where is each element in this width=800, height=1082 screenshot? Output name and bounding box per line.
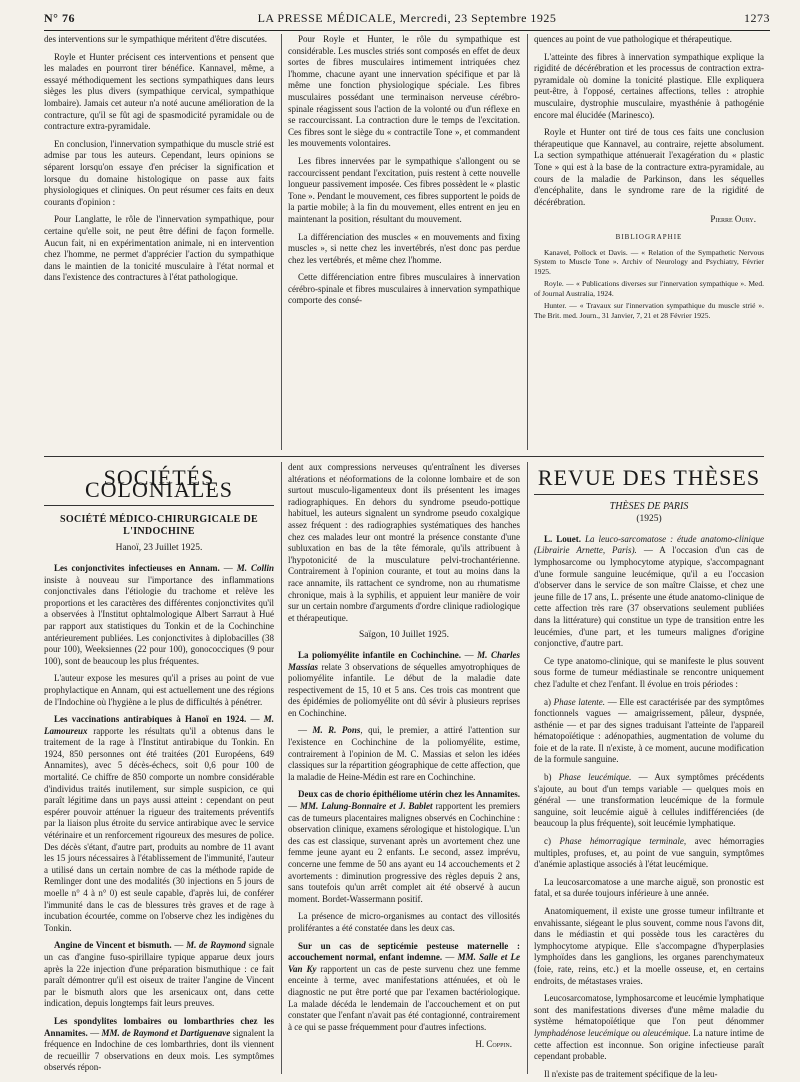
article-heading: Sur un cas de septicémie pesteuse maternelle : accouchement normal, enfant indemne. <box>288 940 520 963</box>
column-divider <box>281 34 282 450</box>
paragraph: Il n'existe pas de traitement spécifique de la leu- <box>544 1068 718 1078</box>
article-author: M. Collin <box>236 562 274 573</box>
phase-term: Phase latente. <box>553 696 606 707</box>
article-body: signale un cas d'angine fuso-spirillaire typique apparue deux jours après la 22e injection d'une préparation bismuthique : ce fait paraît démontrer qu'il est oiseux de traiter l'angine de Vincent par le bismuth alors que les arsenicaux ont, dans cette indication, depuis longtemps fait leurs preuves. <box>44 940 274 1009</box>
section-title-theses: REVUE DES THÈSES <box>537 465 761 490</box>
paragraph: quences au point de vue pathologique et thérapeutique. <box>534 34 732 44</box>
article-heading: Les vaccinations antirabiques à Hanoï en 1924. <box>54 714 247 725</box>
paragraph: Pour Royle et Hunter, le rôle du sympathique est considérable. Les muscles striés sont composés en effet de deux sortes de fibres musculaires intimement intriquées chez l'homme, chacune ayant une innervation spécifique et par là même une fonction physiologique spéciale. Les fibres musculaires possédant une terminaison nerveuse cérébro-spinale réagissent sous l'action de la volonté ou d'un réflexe en se raccourcissant. La contraction dure le temps de l'excitation. Ces fibres sont le siège du « contractile Tone », et commandent les mouvements volontaires. <box>288 34 520 149</box>
phase-body: — Aux symptômes précédents s'ajoute, au bout d'un temps variable — quelques mois en général — une transformation leucémique de la formule sanguine, soit leucémie aiguë à cellules indifférenciées (de beaucoup la plus fréquente), soit leucémie lymphatique. <box>534 772 764 829</box>
paragraph: des interventions sur le sympathique méritent d'être discutées. <box>44 34 268 44</box>
column-divider <box>527 462 528 1074</box>
article-body: insiste à nouveau sur l'importance des inflammations conjonctivales dans l'étiologie du trachome et relève les proportions et les caractères des différentes conjonctivites qu'il a observées à l'Institut ophtalmologique Albert Sarraut à Hué par rapport aux statistiques du Tonkin et de la Cochinchine antérieurement publiées. Les conjonctivites à diplobacilles (38 pour 100), Weeksiennes (22 pour 100), gonococciques (9 pour 100), sont de beaucoup les plus fréquentes. <box>44 574 274 666</box>
list-label: a) <box>544 696 551 707</box>
article-heading: Les spondylites lombaires ou lombarthries chez les Annamites. <box>44 1015 274 1038</box>
theses-subtitle: THÈSES DE PARIS <box>609 500 689 512</box>
article-author: M. Charles Massias <box>288 649 520 672</box>
bibliography-entry: Hunter. — « Travaux sur l'innervation sympathique du muscle strié ». The Brit. med. Journ., 31 Janvier, 7, 21 et 28 Février 1925. <box>534 301 764 321</box>
article-body: rapportent un cas de peste survenu chez une femme enceinte à terme, avec manifestations atténuées, et où le diagnostic ne put être porté que par l'examen bactériologique. La malade décéda le lendemain de l'accouchement et on put constater que l'enfant n'avait pas été contagionné, contrairement à ce qui se passe fréquemment pour d'autres infections. <box>288 963 520 1032</box>
bibliography-entry: Royle. — « Publications diverses sur l'innervation sympathique ». Med. of Journal Australia, 1924. <box>534 279 764 298</box>
article-heading: La poliomyélite infantile en Cochinchine. <box>298 649 462 660</box>
issue-number: N° 76 <box>44 11 75 25</box>
paragraph: Cette différenciation entre fibres musculaires à innervation cérébro-spinale et fibres musculaires à innervation sympathique comporte des consé- <box>288 272 520 306</box>
article-body: , qui, le premier, a attiré l'attention sur l'existence en Cochinchine de la poliomyélite, estime, contrairement à l'opinion de M. C. Massias et selon les idées classiques sur la répartition géographique de cette affection, que la maladie de Heine-Médin est rare en Cochinchine. <box>288 725 520 782</box>
phase-body: — Elle est caractérisée par des symptômes fonctionnels vagues — amaigrissement, pâleur, dyspnée, asthénie — et par des signes traduisant l'atteinte de l'appareil hématopoïétique : adénopathies, augmentation de volume du foie et de la rate. Il n'existe, à ce moment, aucune modification de la formule sanguine. <box>534 696 764 765</box>
theses-year: (1925) <box>636 514 662 525</box>
page-header <box>44 8 770 31</box>
paragraph: La leucosarcomatose a une marche aiguë, son pronostic est fatal, et sa durée toujours inférieure à une année. <box>534 876 764 899</box>
author-signature: H. Coppin. <box>475 1039 512 1050</box>
colonial-column-1: SOCIÉTÉS COLONIALES SOCIÉTÉ MÉDICO-CHIRURGICALE DE L'INDOCHINE Hanoï, 23 Juillet 1925. Les conjonctivites infectieuses en Annam. — M. Collin insiste à nouveau sur l'importance des inflammations conjonctivales dans l'étiologie du trachome et relève les proportions et les caractères des différentes conjonctivites qu'il a observées à l'Institut ophtalmologique Albert Sarraut à Hué par rapport aux statistiques du Tonkin et de la Cochinchine antérieurement publiées. Les conjonctivites à diplobacilles (38 pour 100), Weeksiennes (22 pour 100), gonococciques (9 pour 100), sont de beaucoup les plus fréquentes. L'auteur expose les mesures qu'il a prises au point de vue prophylactique en Annam, qui est actuellement une des régions de l'Indochine où l'hygiène a le plus de difficultés à pénétrer. Les vaccinations antirabiques à Hanoï en 1924. — M. Lamoureux rapporte les résultats qu'il a obtenus dans le traitement de la rage à l'Institut antirabique du Tonkin. En 1924, 850 personnes ont été traitées (201 Européens, 649 Annamites), avec 5 décès-échecs, soit 0,6 pour 100 de mortalité. Ce chiffre de 850 comporte un nombre considérable d'individus traités inutilement, sur simple suspicion, ce qui paraît légitime dans un pays aussi atteint : cependant on peut espérer pouvoir atténuer la rigueur des traitements préventifs par la liaison plus étroite du service antirabique avec le service vétérinaire et un renforcement rigoureux des mesures de police. Des décès s'étant, d'autre part, produits au nombre de 11 avant les 15 jours nécessaires à l'établissement de l'immunité, l'auteur a utilisé dans un certain nombre de cas la méthode rapide de Remlinger dont une des modalités (30 injections en 5 jours de moelle n° 4 à n° 0) est seule capable, d'après lui, de conférer l'immunité dans le cas de blessures très graves et de rage à incubation écourtée, comme on l'observe chez les indigènes du Tonkin. Angine de Vincent et bismuth. — M. de Raymond signale un cas d'angine fuso-spirillaire typique apparue deux jours après la 22e injection d'une préparation bismuthique : ce fait paraît démontrer qu'il est oiseux de traiter l'angine de Vincent par le bismuth alors que les arsenicaux ont, dans cette indication, depuis longtemps fait leurs preuves. Les spondylites lombaires ou lombarthries chez les Annamites. — MM. de Raymond et Dartiguenave signalent la fréquence en Indochine de ces lombarthries, dont ils viennent de recueillir 7 observations en deux mois. Les symptômes observés répon- <box>44 465 274 1073</box>
phase-term: Phase hémorragique terminale, <box>559 836 687 847</box>
top-column-1 <box>44 34 274 452</box>
society-name: SOCIÉTÉ MÉDICO-CHIRURGICALE DE L'INDOCHINE <box>60 514 258 537</box>
bibliography-title: BIBLIOGRAPHIE <box>615 232 683 241</box>
article-heading: Les conjonctivites infectieuses en Annam. <box>54 562 220 573</box>
theses-column <box>534 462 764 1078</box>
article-body: relate 3 observations de séquelles amyotrophiques de poliomyélite infantile. Le début de la maladie date respectivement de 15, 10 et 5 ans. Ces trois cas montrent que des épidémies de poliomyélite ont dû sévir à plusieurs reprises en Cochinchine. <box>288 661 520 718</box>
paragraph: Anatomiquement, il existe une grosse tumeur infiltrante et envahissante, siégeant le plus souvent, comme nous l'avons dit, dans le médiastin et qui possède tous les caractères du lymphocytome atypique. Elle s'accompagne d'hyperplasies lymphoïdes dans les ganglions, les organes parenchymateux (foie, rate, reins, etc.) et la moelle osseuse, et, en certains endroits, de métastases vraies. <box>534 906 764 986</box>
section-divider <box>44 456 764 457</box>
paragraph: En conclusion, l'innervation sympathique du muscle strié est admise par tous les auteurs. Cependant, leurs opinions se séparent lorsqu'on essaye d'en préciser la signification et lorsque du domaine histologique on passe aux faits physiologiques et cliniques. On peut résumer ces faits en deux courants d'opinion : <box>44 138 274 207</box>
article-author: MM. Salle et Le Van Ky <box>288 952 520 974</box>
top-column-2 <box>288 34 520 452</box>
meeting-date: Hanoï, 23 Juillet 1925. <box>115 543 203 554</box>
paragraph-text: Leucosarcomatose, lymphosarcome et leucémie lymphatique sont des manifestations diverses d'une même maladie du système hématopoïétique que l'on peut dénommer <box>534 993 764 1027</box>
bibliography <box>534 248 764 321</box>
paragraph: Les fibres innervées par le sympathique s'allongent ou se raccourcissent pendant l'excitation, puis restent à cette nouvelle longueur passivement imposée. Ces fibres possèdent le « plastic Tone ». Pendant le mouvement, ces fibres supportent le poids de la partie mobile; à la fin du mouvement, elles entrent en jeu en maintenant la position, résultant du mouvement. <box>288 155 520 224</box>
title-rule <box>534 494 764 495</box>
paragraph: L'atteinte des fibres à innervation sympathique explique la rigidité de décérébration et les processus de contraction extra-pyramidale où domine la tonicité plastique. Elle expliquera peut-être, à l'opposé, certaines affections, telles : atrophie musculaire, dystrophie musculaire, myasthénie à pathogénie encore mal élucidée (Marinesco). <box>534 51 764 120</box>
thesis-author: L. Louet. <box>544 533 581 544</box>
paragraph: dent aux compressions nerveuses qu'entraînent les diverses altérations et néoformations de la colonne lombaire et de son surtout musculo-ligamenteux dont ils présentent les images radiographiques. En dehors du syndrome pseudo-pottique habituel, les auteurs signalent un syndrome pseudo coxalgique assez fréquent : des radiographies systématiques des hanches chez ces malades leur ont montré la présence constante d'une subluxation en bas de la tête fémorale, qu'ils attribuent à l'hypotonicité de la musculature pelvi-trochantérienne. Contrairement à l'opinion courante, et tout au moins dans la race annamite, ils rattachent ce syndrome, non au rhumatisme chronique, mais à la syphilis, et appuient leur manière de voir sur un certain nombre d'arguments d'ordre clinique radiologique et thérapeutique. <box>288 462 520 623</box>
paragraph: La différenciation des muscles « en mouvements and fixing muscles », si nette chez les invertébrés, n'est donc pas perdue chez les vertébrés, et même chez l'homme. <box>288 231 520 265</box>
article-author: M. R. Pons <box>312 725 361 736</box>
article-heading: Angine de Vincent et bismuth. <box>54 940 172 951</box>
paragraph: Royle et Hunter précisent ces interventions et pensent que les malades en pourront tirer bénéfice. Kannavel, même, a essayé méthodiquement les sections sympathiques dans leurs sièges les plus divers (sympathique cervical, sympathique lombaire). Jamais cet auteur n'a noté aucune amélioration de la contracture, qu'il se fût agi de spasmodicité pyramidale ou de contracture extra-pyramidale. <box>44 51 274 132</box>
article-author: MM. de Raymond et Dartiguenave <box>101 1027 231 1038</box>
title-rule <box>44 505 274 506</box>
article-author: MM. Lalung-Bonnaire et J. Bablet <box>300 801 433 812</box>
article-body: rapportent les premiers cas de tumeurs placentaires malignes observés en Cochinchine : observation clinique, examens sérologique et histologique. L'un des cas est classique, survenant après un avortement chez une femme jeune ayant eu 2 enfants. Le second, assez imprévu, concerne une femme de 50 ans ayant eu 14 accouchements et 2 avortements : diminution progressive des règles depuis 2 ans, sans toutefois qu'un arrêt complet ait été observé à aucun moment. Bordet-Wassermann positif. <box>288 801 520 904</box>
thesis-body: — A l'occasion d'un cas de lymphosarcome ou lymphocytome atypique, s'accompagnant d'une formule sanguine leucémique, qu'il a eu l'occasion d'observer dans le service de son maître Claisse, et chez une jeune fille de 17 ans, L. présente une étude anatomo-clinique de cette affection très rare (37 observations seulement publiées dans la littérature) qui constitue un type de transition entre les leucémies, d'une part, et les tumeurs malignes d'origine conjonctive, d'autre part. <box>534 545 764 649</box>
list-label: c) <box>544 836 551 847</box>
paragraph: Royle et Hunter ont tiré de tous ces faits une conclusion thérapeutique que Kannavel, au contraire, rejette absolument. La section sympathique atténuerait l'exagération du « plastic Tone » qui est à la base de la contracture extra-pyramidale, au cours de la maladie de Parkinson, dans les séquelles d'encéphalite, dans le syndrome rare de la rigidité de décérébration. <box>534 127 764 207</box>
meeting-date: Saïgon, 10 Juillet 1925. <box>359 630 449 641</box>
column-divider <box>527 34 528 450</box>
thesis-publisher: (Librairie Arnette, Paris). <box>534 545 637 556</box>
phase-body: avec hémorragies multiples, profuses, et, au point de vue sanguin, symptômes d'anémie aplastique associés à l'état leucémique. <box>534 836 764 870</box>
bibliography-entry: Kanavel, Pollock et Davis. — « Relation of the Sympathetic Nervous System to Muscle Tone ». Archiv of Neurology and Psychiatry, Février 1925. <box>534 247 764 276</box>
paragraph-text: La nature intime de cette affection est inconnue. Son origine infectieuse paraît cependant probable. <box>534 1027 764 1062</box>
article-heading: Deux cas de chorio épithéliome utérin chez les Annamites. <box>298 789 520 800</box>
article-body: rapporte les résultats qu'il a obtenus dans le traitement de la rage à l'Institut antirabique du Tonkin. En 1924, 850 personnes ont été traitées (201 Européens, 649 Annamites), avec 5 décès-échecs, soit 0,6 pour 100 de mortalité. Ce chiffre de 850 comporte un nombre considérable d'individus traités inutilement, sur simple suspicion, ce qui paraît légitime dans un pays aussi atteint : cependant on peut espérer pouvoir atténuer la rigueur des traitements préventifs par la liaison plus étroite du service antirabique avec le service vétérinaire et un renforcement rigoureux des mesures de police. Des décès s'étant, d'autre part, produits au nombre de 11 avant les 15 jours nécessaires à l'établissement de l'immunité, l'auteur a utilisé dans un certain nombre de cas la méthode rapide de Remlinger dont une des modalités (30 injections en 5 jours de moelle n° 4 à n° 0) est seule capable, d'après lui, de conférer l'immunité dans le cas de blessures très graves et de rage à incubation écourtée, comme on l'observe chez les indigènes du Tonkin. <box>44 725 274 933</box>
thesis-title: La leuco-sarcomatose : étude anatomo-clinique <box>584 533 764 544</box>
list-label: b) <box>544 772 552 783</box>
column-divider <box>281 462 282 1074</box>
paragraph-italic: lymphadénose leucémique ou aleucémique. <box>534 1027 691 1038</box>
page-number: 1273 <box>744 11 770 25</box>
article-author: M. Lamoureux <box>44 714 274 736</box>
top-column-3 <box>534 34 764 452</box>
phase-term: Phase leucémique. <box>558 772 632 783</box>
paragraph: La présence de micro-organismes au contact des villosités proliférantes a été constatée dans les deux cas. <box>288 911 520 933</box>
article-author: M. de Raymond <box>186 940 246 951</box>
section-title-colonial: SOCIÉTÉS COLONIALES <box>84 465 234 502</box>
paragraph: Pour Langlatte, le rôle de l'innervation sympathique, pour certaine qu'elle soit, ne peut être défini de façon formelle. Aucun fait, ni en expérimentation animale, ni en intervention chez l'homme, ne permet d'apprécier l'action du sympathique dans le maintien de la tonicité musculaire à l'état normal et dans l'existence des contractures à l'état pathologique. <box>44 214 274 283</box>
article-body: signalent la fréquence en Indochine de ces lombarthries, dont ils viennent de recueillir 7 observations en deux mois. Les symptômes observés répon- <box>44 1027 274 1073</box>
journal-title: LA PRESSE MÉDICALE, Mercredi, 23 Septembre 1925 <box>257 11 557 25</box>
colonial-column-2: dent aux compressions nerveuses qu'entraînent les diverses altérations et néoformations de la colonne lombaire et de son surtout musculo-ligamenteux dont ils présentent les images radiographiques. En dehors du syndrome pseudo-pottique habituel, les auteurs signalent un syndrome pseudo coxalgique assez fréquent : des radiographies systématiques des hanches chez ces malades leur ont montré la présence constante d'une subluxation en bas de la tête fémorale, qu'ils attribuent à l'hypotonicité de la musculature pelvi-trochantérienne. Contrairement à l'opinion courante, et tout au moins dans la race annamite, ils rattachent ce syndrome, non au rhumatisme chronique, mais à la syphilis, et appuient leur manière de voir sur un certain nombre d'arguments d'ordre clinique radiologique et thérapeutique. Saïgon, 10 Juillet 1925. La poliomyélite infantile en Cochinchine. — M. Charles Massias relate 3 observations de séquelles amyotrophiques de poliomyélite infantile. Le début de la maladie date respectivement de 15, 10 et 5 ans. Ces trois cas montrent que des épidémies de poliomyélite ont dû sévir à plusieurs reprises en Cochinchine. — M. R. Pons, qui, le premier, a attiré l'attention sur l'existence en Cochinchine de la poliomyélite, estime, contrairement à l'opinion de M. C. Massias et selon les idées classiques sur la répartition géographique de cette affection, que la maladie de Heine-Médin est rare en Cochinchine. Deux cas de chorio épithéliome utérin chez les Annamites. — MM. Lalung-Bonnaire et J. Bablet rapportent les premiers cas de tumeurs placentaires malignes observés en Cochinchine : observation clinique, examens sérologique et histologique. L'un des cas est classique, survenant après un avortement chez une femme jeune ayant eu 2 enfants. Le second, assez imprévu, concerne une femme de 50 ans ayant eu 14 accouchements et 2 avortements : diminution progressive des règles depuis 2 ans, sans toutefois qu'un arrêt complet ait été observé à aucun moment. Bordet-Wassermann positif. La présence de micro-organismes au contact des villosités proliférantes a été constatée dans les deux cas. Sur un cas de septicémie pesteuse maternelle : accouchement normal, enfant indemne. — MM. Salle et Le Van Ky rapportent un cas de peste survenu chez une femme enceinte à terme, avec manifestations atténuées, et où le diagnostic ne put être porté que par l'examen bactériologique. La malade décéda le lendemain de l'accouchement et on put constater que l'enfant n'avait pas été contagionné, contrairement à ce qui se passe fréquemment pour d'autres infections. H. Coppin. <box>288 462 520 1050</box>
author-signature: Pierre Oury. <box>710 214 756 225</box>
paragraph: L'auteur expose les mesures qu'il a prises au point de vue prophylactique en Annam, qui est actuellement une des régions de l'Indochine où l'hygiène a le plus de difficultés à pénétrer. <box>44 673 274 707</box>
paragraph: Ce type anatomo-clinique, qui se manifeste le plus souvent sous forme de tumeur médiastinale se rencontre uniquement chez l'adulte et chez l'enfant. Il évolue en trois périodes : <box>534 655 764 689</box>
